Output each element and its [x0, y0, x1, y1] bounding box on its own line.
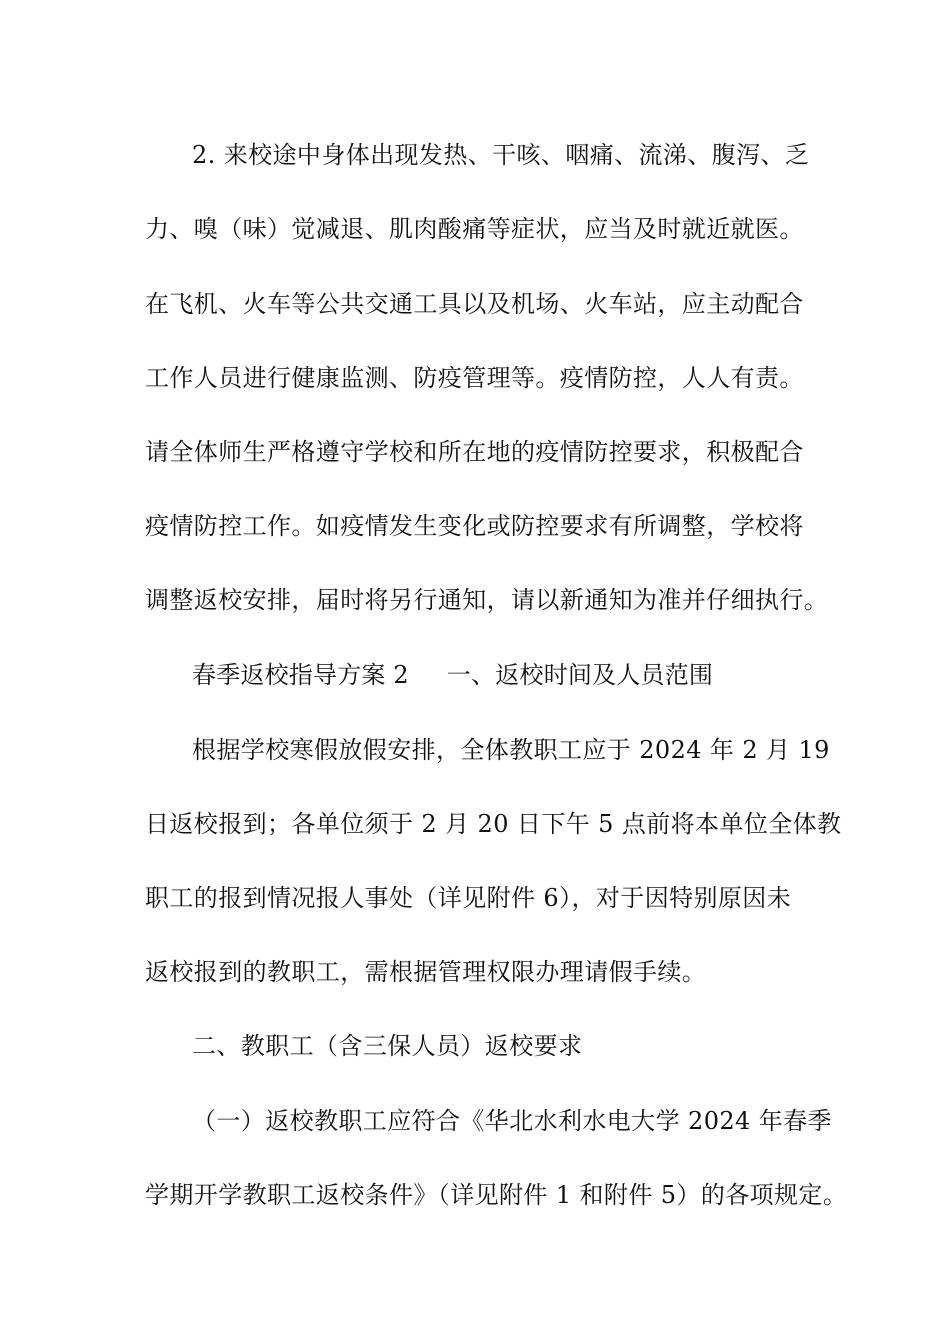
paragraph-line-2: 力、嗅（味）觉减退、肌肉酸痛等症状，应当及时就近就医。 [145, 215, 804, 243]
paragraph-line-1: 2. 来校途中身体出现发热、干咳、咽痛、流涕、腹泻、乏 [192, 141, 810, 169]
paragraph-line-7: 调整返校安排，届时将另行通知，请以新通知为准并仔细执行。 [145, 586, 829, 614]
paragraph-line-13: 学期开学教职工返校条件》（详见附件 1 和附件 5）的各项规定。 [145, 1181, 848, 1209]
paragraph-line-8: 根据学校寒假放假安排，全体教职工应于 2024 年 2 月 19 [192, 736, 830, 764]
paragraph-line-9: 日返校报到；各单位须于 2 月 20 日下午 5 点前将本单位全体教 [145, 810, 842, 838]
paragraph-line-4: 工作人员进行健康监测、防疫管理等。疫情防控，人人有责。 [145, 364, 804, 392]
section-heading-line [192, 660, 713, 690]
paragraph-line-3: 在飞机、火车等公共交通工具以及机场、火车站，应主动配合 [145, 290, 804, 318]
paragraph-line-5: 请全体师生严格遵守学校和所在地的疫情防控要求，积极配合 [145, 438, 804, 466]
document-section-title: 春季返校指导方案 2 [192, 661, 409, 689]
first-section-heading: 一、返校时间及人员范围 [446, 661, 714, 689]
paragraph-line-11: 返校报到的教职工，需根据管理权限办理请假手续。 [145, 958, 707, 986]
section-heading-2: 二、教职工（含三保人员）返校要求 [192, 1032, 583, 1060]
paragraph-line-12: （一）返校教职工应符合《华北水利水电大学 2024 年春季 [192, 1107, 832, 1135]
paragraph-line-10: 职工的报到情况报人事处（详见附件 6），对于因特别原因未 [145, 884, 792, 912]
paragraph-line-6: 疫情防控工作。如疫情发生变化或防控要求有所调整，学校将 [145, 512, 804, 540]
